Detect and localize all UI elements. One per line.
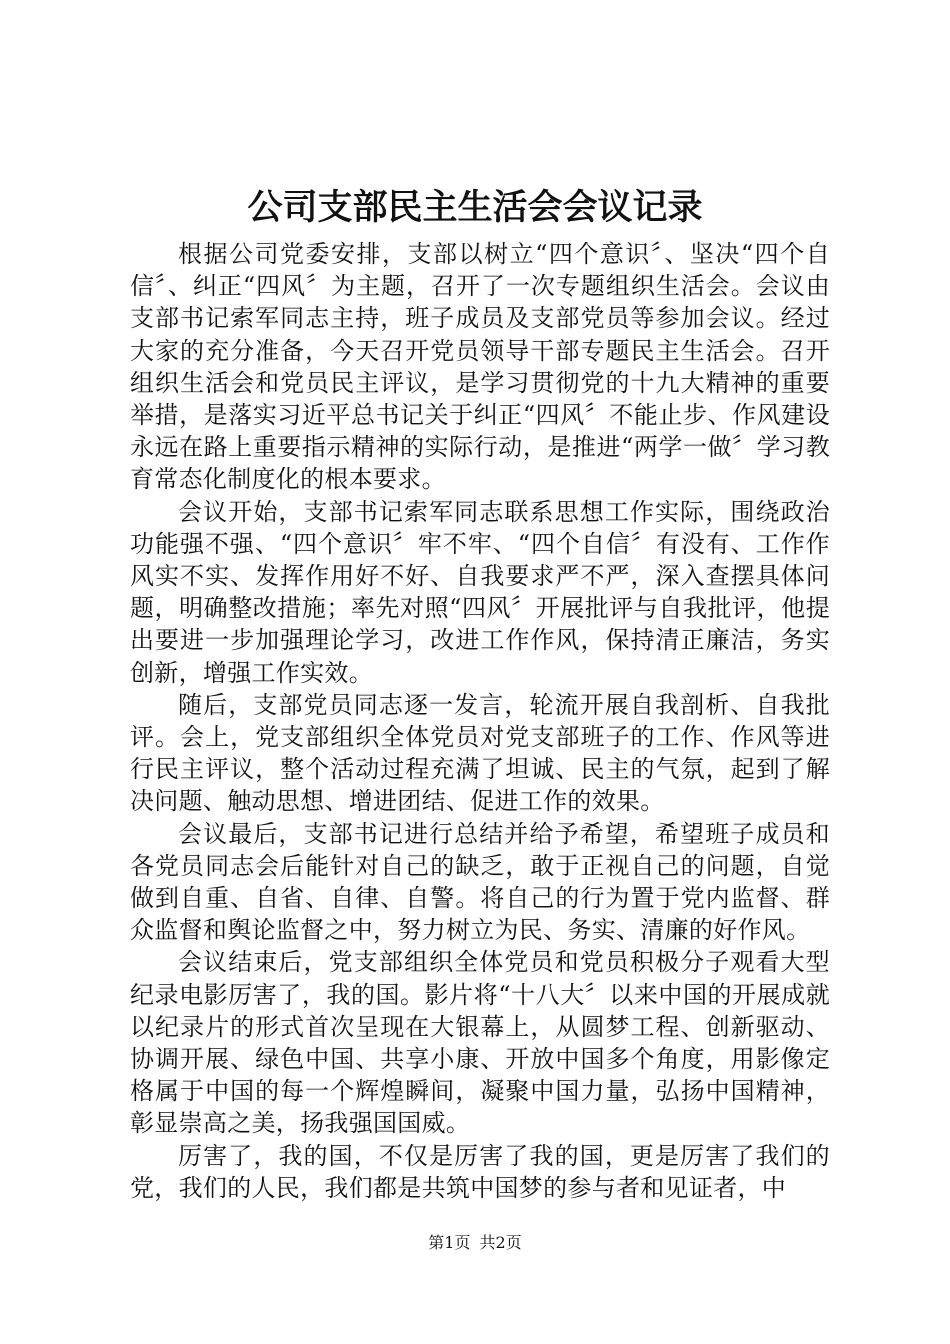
paragraph: 会议结束后，党支部组织全体党员和党员积极分子观看大型纪录电影厉害了，我的国。影片将“十八大〞以来中国的开展成就以纪录片的形式首次呈现在大银幕上，从圆梦工程、创新驱动、协调开展、绿色中国、共享小康、开放中国多个角度，用影像定格属于中国的每一个辉煌瞬间，凝聚中国力量，弘扬中国精神，彰显崇高之美，扬我强国国威。 xyxy=(130,948,830,1138)
paragraph: 根据公司党委安排，支部以树立“四个意识〞、坚决“四个自信〞、纠正“四风〞为主题，召开了一次专题组织生活会。会议由支部书记索军同志主持，班子成员及支部党员等参加会议。经过大家的充分准备，今天召开党员领导干部专题民主生活会。召开组织生活会和党员民主评议，是学习贯彻党的十九大精神的重要举措，是落实习近平总书记关于纠正“四风〞不能止步、作风建设永远在路上重要指示精神的实际行动，是推进“两学一做〞学习教育常态化制度化的根本要求。 xyxy=(130,240,830,494)
page-total: 共2页 xyxy=(479,1233,522,1252)
paragraph: 随后，支部党员同志逐一发言，轮流开展自我剖析、自我批评。会上，党支部组织全体党员对党支部班子的工作、作风等进行民主评议，整个活动过程充满了坦诚、民主的气氛，起到了解决问题、触动思想、增进团结、促进工作的效果。 xyxy=(130,690,830,816)
paragraph: 会议开始，支部书记索军同志联系思想工作实际，围绕政治功能强不强、“四个意识〞牢不牢、“四个自信〞有没有、工作作风实不实、发挥作用好不好、自我要求严不严，深入查摆具体问题，明确整改措施；率先对照“四风〞开展批评与自我批评，他提出要进一步加强理论学习，改进工作作风，保持清正廉洁，务实创新，增强工作实效。 xyxy=(130,497,830,687)
page-footer xyxy=(0,1232,950,1254)
paragraph: 厉害了，我的国，不仅是厉害了我的国，更是厉害了我们的党，我们的人民，我们都是共筑中国梦的参与者和见证者，中 xyxy=(130,1141,830,1202)
document-body xyxy=(130,238,830,1204)
paragraph: 会议最后，支部书记进行总结并给予希望，希望班子成员和各党员同志会后能针对自己的缺乏，敢于正视自己的问题，自觉做到自重、自省、自律、自警。将自己的行为置于党内监督、群众监督和舆论监督之中，努力树立为民、务实、清廉的好作风。 xyxy=(130,819,830,945)
document-title: 公司支部民主生活会会议记录 xyxy=(247,187,703,228)
page-number: 第1页 xyxy=(428,1233,471,1252)
